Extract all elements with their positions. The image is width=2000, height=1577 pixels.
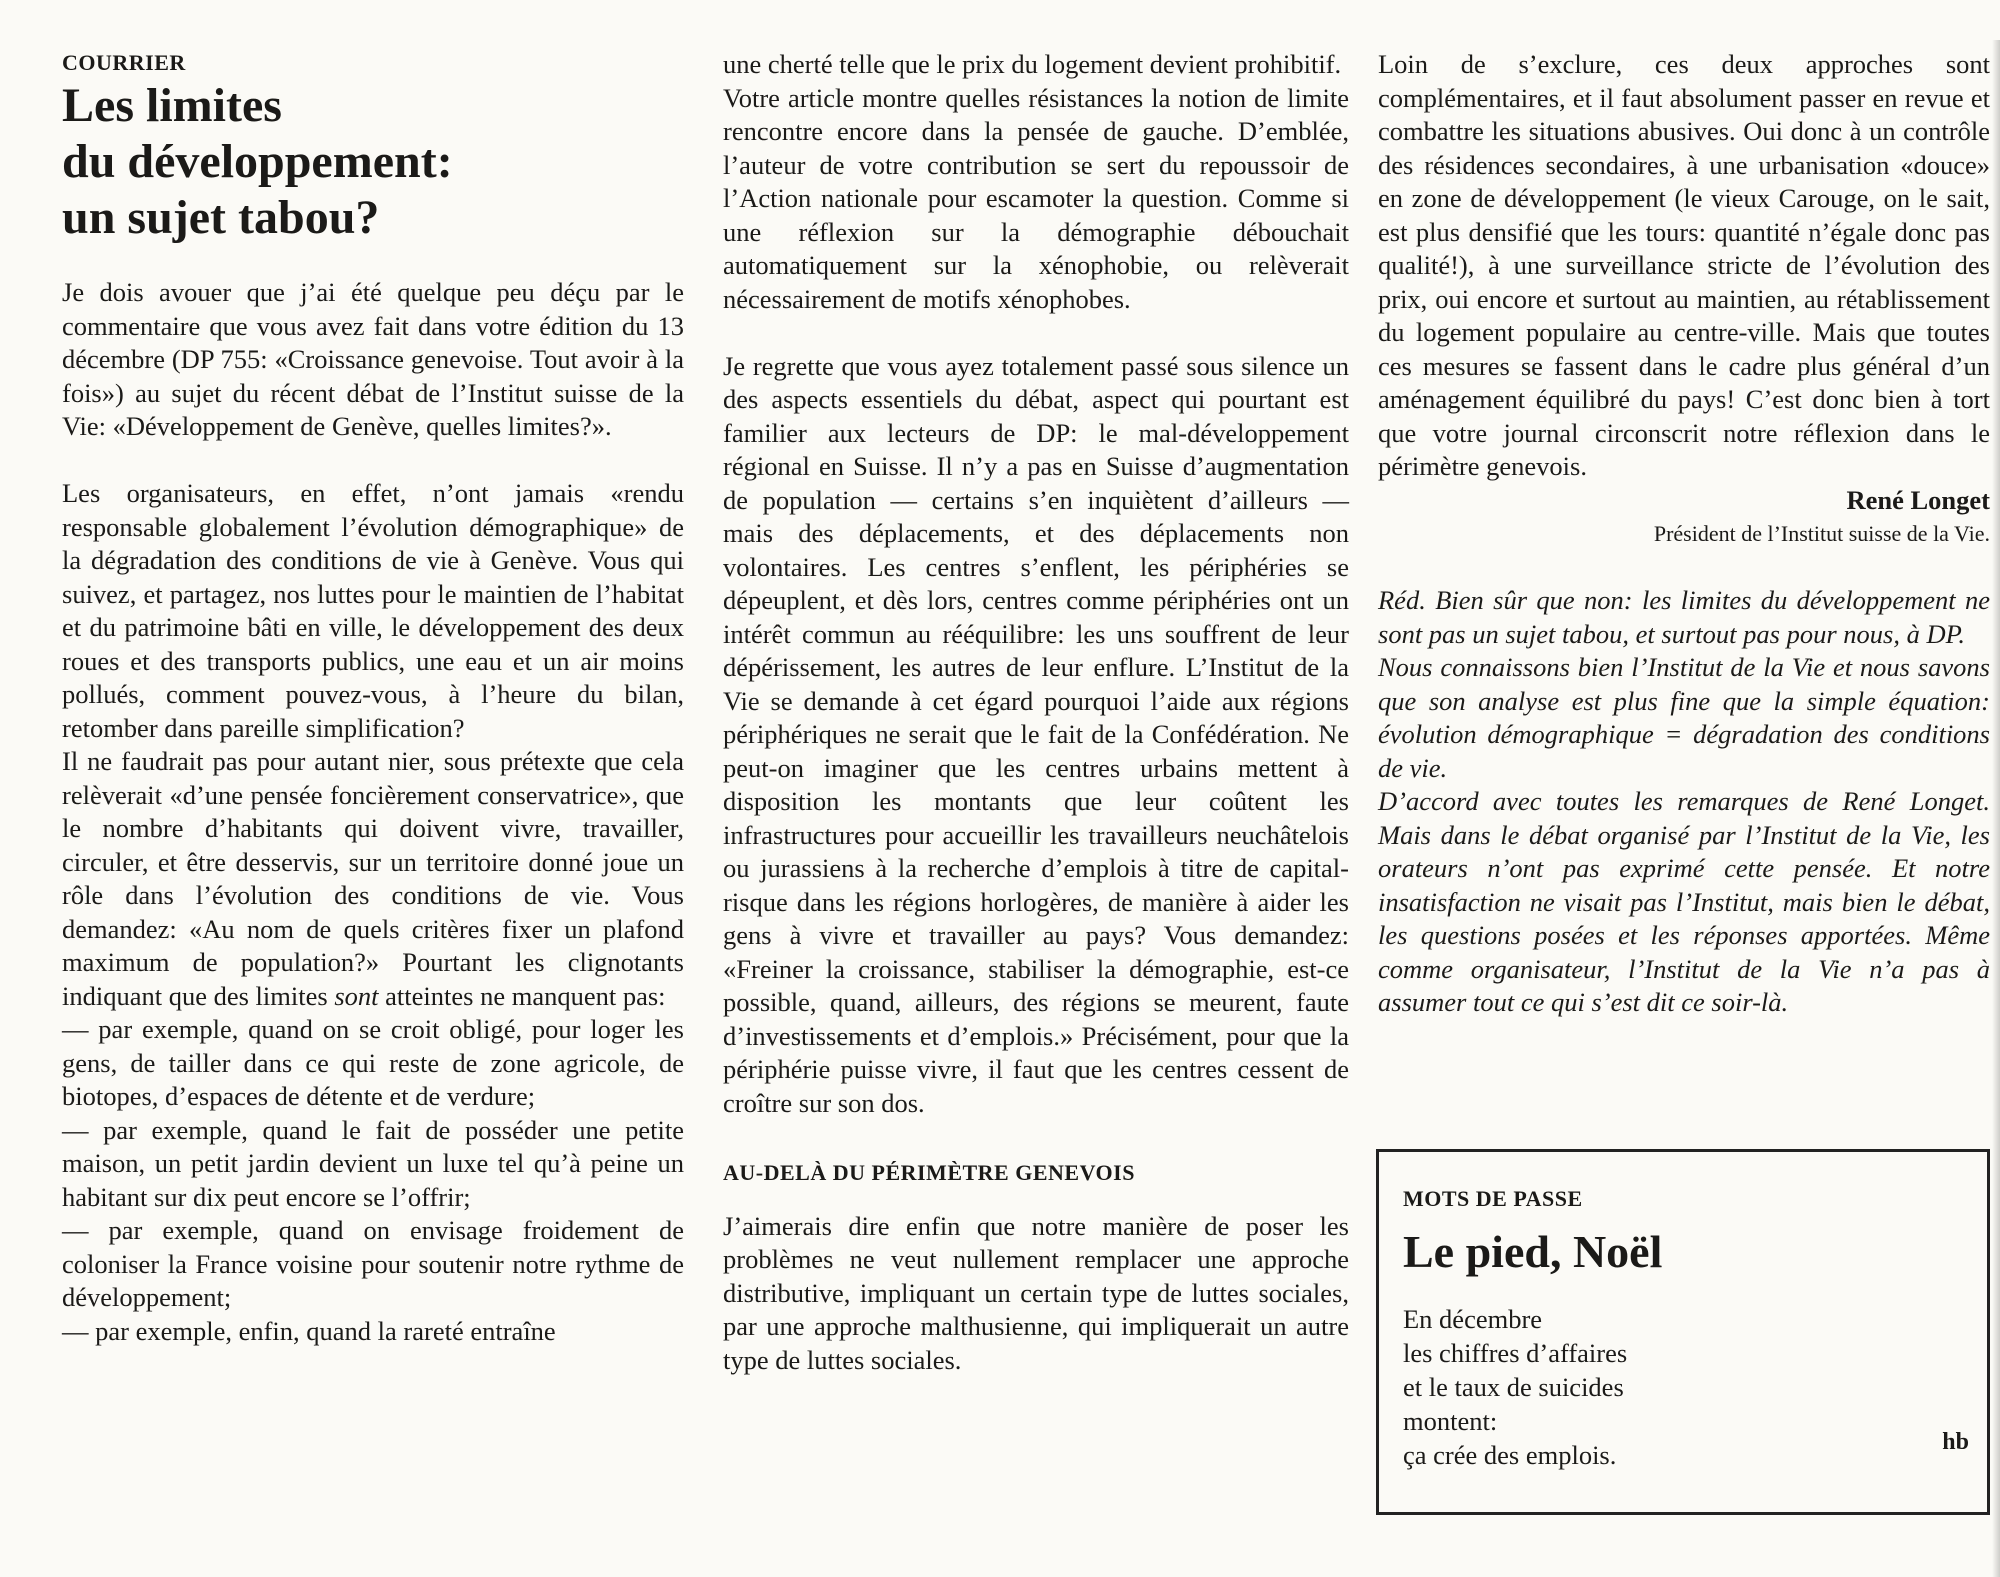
page-edge-shadow [1992,40,2000,1577]
poem-line: et le taux de suicides [1403,1372,1624,1402]
article-column-1 [62,48,684,1348]
paragraph [62,745,684,1013]
paragraph: J’aimerais dire enfin que notre manière de poser les problèmes ne veut nullement remplacer une approche distributive, impliquant un certain type de luttes sociales, par une approche malthusienne, qui impliquerait un autre type de luttes sociales. [723,1210,1349,1375]
box-signature: hb [1942,1429,1969,1455]
box-poem [1403,1302,1963,1472]
section-kicker: COURRIER [62,50,186,75]
paragraph: Votre article montre quelles résistances la notion de limite rencontre encore dans la pensée de gauche. D’emblée, l’auteur de votre contribution se sert du repoussoir de l’Action nationale pour escamoter la question. Comme si une réflexion sur la démographie débouchait automatiquement sur la xénophobie, ou relèverait nécessairement de motifs xénophobes. [723,82,1349,314]
headline-line-2: du développement: [62,135,453,188]
box-kicker: MOTS DE PASSE [1403,1186,1583,1211]
paragraph: Loin de s’exclure, ces deux approches sont complémentaires, et il faut absolument passer en revue et combattre les situations abusives. Oui donc à un contrôle des résidences secondaires, à une urbanisation «douce» en zone de développement (le vieux Carouge, on le sait, est plus densifié que les tours: quantité n’égale donc pas qualité!), à une surveillance stricte de l’évolution des prix, oui encore et surtout au maintien, au rétablissement du logement populaire au centre-ville. Mais que toutes ces mesures se fassent dans le cadre plus général d’un aménagement équilibré du pays! C’est donc bien à tort que votre journal circonscrit notre réflexion dans le périmètre genevois. [1378,49,1990,481]
editor-reply: Réd. Bien sûr que non: les limites du développement ne sont pas un sujet tabou, et surtout pas pour nous, à DP. [1378,585,1990,649]
headline-line-3: un sujet tabou? [62,191,380,244]
mots-de-passe-box [1376,1149,1990,1515]
section-subheading: AU-DELÀ DU PÉRIMÈTRE GENEVOIS [723,1160,1135,1185]
list-item: — par exemple, enfin, quand la rareté entraîne [62,1315,556,1346]
poem-line: En décembre [1403,1304,1543,1334]
paragraph-text: atteintes ne manquent pas: [385,980,666,1011]
paragraph: une cherté telle que le prix du logement devient prohibitif. [723,49,1342,79]
article-column-2 [723,48,1349,1377]
poem-line: montent: [1403,1406,1498,1436]
headline-line-1: Les limites [62,79,282,132]
list-item: — par exemple, quand on envisage froidement de coloniser la France voisine pour soutenir notre rythme de développement; [62,1215,684,1312]
author-title: Président de l’Institut suisse de la Vie. [1653,521,1990,546]
list-item: — par exemple, quand le fait de posséder une petite maison, un petit jardin devient un luxe tel qu’à peine un habitant sur dix peut encore se l’offrir; [62,1114,684,1212]
author-signature: René Longet [1846,484,1990,515]
paragraph-text: Il ne faudrait pas pour autant nier, sous prétexte que cela relèverait «d’une pensée foncièrement conservatrice», que le nombre d’habitants qui doivent vivre, travailler, circuler, et être desservis, sur un territoire donné joue un rôle dans l’évolution des conditions de vie. Vous demandez: «Au nom de quels critères fixer un plafond maximum de population?» Pourtant les clignotants indiquant que des limites [62,746,684,1011]
article-headline [62,78,684,246]
emphasis-text: sont [334,980,379,1011]
paragraph: Je regrette que vous ayez totalement passé sous silence un des aspects essentiels du débat, aspect qui pourtant est familier aux lecteurs de DP: le mal-développement régional en Suisse. Il n’y a pas en Suisse d’augmentation de population — certains s’en inquiètent d’ailleurs — mais des déplacements, et des déplacements non volontaires. Les centres s’enflent, les périphéries se dépeuplent, et dès lors, centres comme périphéries ont un intérêt commun au rééquilibre: les uns souffrent de leur dépérissement, les autres de leur enflure. L’Institut de la Vie se demande à cet égard pourquoi l’aide aux régions périphériques ne serait que le fait de la Confédération. Ne peut-on imaginer que les centres urbains mettent à disposition les montants que leur coûtent les infrastructures pour accueillir les travailleurs neuchâtelois ou jurassiens à la recherche d’emplois à titre de capital-risque dans les régions horlogères, de manière à aider les gens à vivre et travailler au pays? Vous demandez: «Freiner la croissance, stabiliser la démographie, est-ce possible, quand, ailleurs, des régions se meurent, faute d’investissements et d’emplois.» Précisément, pour que la périphérie puisse vivre, il faut que les centres cessent de croître sur son dos. [723,350,1349,1118]
paragraph: Les organisateurs, en effet, n’ont jamais «rendu responsable globalement l’évolution démographique» de la dégradation des conditions de vie à Genève. Vous qui suivez, et partagez, nos luttes pour le maintien de l’habitat et du patrimoine bâti en ville, le développement des deux roues et des transports publics, une eau et un air moins pollués, comment pouvez-vous, à l’heure du bilan, retomber dans pareille simplification? [62,478,684,743]
poem-line: les chiffres d’affaires [1403,1338,1628,1368]
editor-reply: Nous connaissons bien l’Institut de la Vie et nous savons que son analyse est plus fine que la simple équation: évolution démographique = dégradation des conditions de vie. [1378,652,1990,783]
poem-line: ça crée des emplois. [1403,1440,1617,1470]
list-item: — par exemple, quand on se croit obligé, pour loger les gens, de tailler dans ce qui reste de zone agricole, de biotopes, d’espaces de détente et de verdure; [62,1014,684,1111]
editor-reply: D’accord avec toutes les remarques de René Longet. Mais dans le débat organisé par l’Institut de la Vie, les orateurs n’ont pas exprimé cette pensée. Et notre insatisfaction ne visait pas l’Institut, mais bien le débat, les questions posées et les réponses apportées. Même comme organisateur, l’Institut de la Vie n’a pas à assumer tout ce qui s’est dit ce soir-là. [1378,786,1990,1017]
box-title: Le pied, Noël [1403,1226,1663,1277]
article-column-3 [1378,48,1990,1020]
paragraph: Je dois avouer que j’ai été quelque peu déçu par le commentaire que vous avez fait dans votre édition du 13 décembre (DP 755: «Croissance genevoise. Tout avoir à la fois») au sujet du récent débat de l’Institut suisse de la Vie: «Développement de Genève, quelles limites?». [62,277,684,441]
